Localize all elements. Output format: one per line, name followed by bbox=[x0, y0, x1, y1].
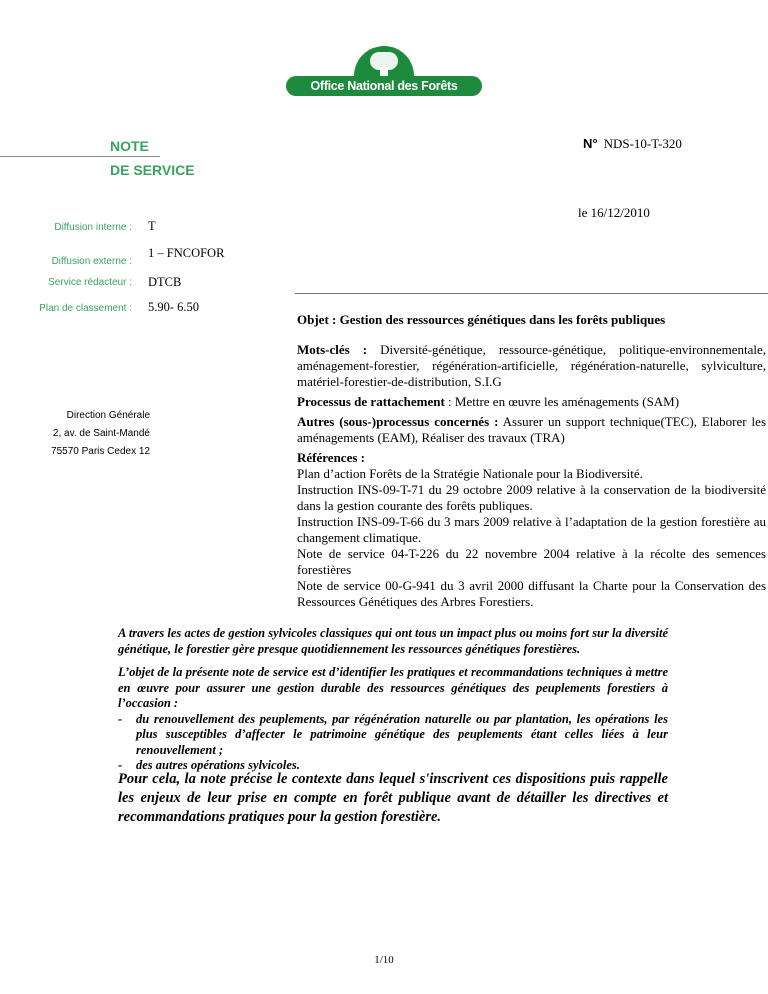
number-value: NDS-10-T-320 bbox=[603, 136, 682, 151]
intro-block bbox=[118, 626, 668, 774]
divider bbox=[295, 293, 768, 294]
reference-item: Note de service 00-G-941 du 3 avril 2000 diffusant la Charte pour la Conservation des Ressources Génétiques des Arbres Forestiers. bbox=[297, 578, 766, 609]
reference-item: Instruction INS-09-T-66 du 3 mars 2009 relative à l’adaptation de la gestion forestière au changement climatique. bbox=[297, 514, 766, 545]
reference-item: Instruction INS-09-T-71 du 29 octobre 2009 relative à la conservation de la biodiversité dans la gestion courante des forêts publiques. bbox=[297, 482, 766, 513]
number-label: N° bbox=[583, 136, 598, 151]
meta-label: Diffusion externe : bbox=[51, 256, 132, 267]
note-number bbox=[583, 136, 682, 152]
intro-paragraph: L’objet de la présente note de service est d’identifier les pratiques et recommandations techniques à mettre en œuvre pour assurer une gestion durable des ressources génétiques des peuplements forestiers à l’occasion : bbox=[118, 665, 668, 710]
de-service-title: DE SERVICE bbox=[110, 162, 195, 178]
address-line: 2, av. de Saint-Mandé bbox=[52, 428, 150, 439]
objet-label: Objet bbox=[297, 312, 329, 327]
onf-logo bbox=[286, 46, 482, 96]
meta-value: 1 – FNCOFOR bbox=[148, 246, 225, 260]
processus bbox=[297, 394, 766, 410]
references-label: Références : bbox=[297, 450, 365, 465]
meta-value: T bbox=[148, 219, 156, 233]
mots-cles bbox=[297, 342, 766, 390]
autres-text: Assurer un support technique(TEC), Elaborer les aménagements (EAM), Réaliser des travaux (TRA) bbox=[297, 414, 766, 445]
address-line: 75570 Paris Cedex 12 bbox=[51, 446, 150, 457]
processus-label: Processus de rattachement bbox=[297, 394, 445, 409]
note-title: NOTE bbox=[110, 138, 149, 154]
bullet-mark: - bbox=[118, 711, 123, 726]
divider bbox=[0, 156, 160, 157]
address-line: Direction Générale bbox=[66, 410, 150, 421]
summary-paragraph: Pour cela, la note précise le contexte dans lequel s'inscrivent ces dispositions puis rappelle les enjeux de leur prise en compte en forêt publique avant de détailler les directives et recommandations pratiques pour la gestion forestière. bbox=[118, 771, 668, 825]
meta-label: Service rédacteur : bbox=[48, 277, 132, 288]
autres-processus bbox=[297, 414, 766, 446]
meta-value: 5.90- 6.50 bbox=[148, 300, 200, 314]
bullet-mark: - bbox=[118, 758, 123, 772]
autres-label: Autres (sous-)processus concernés : bbox=[297, 414, 499, 429]
metadata-body bbox=[297, 342, 766, 610]
meta-label: Plan de classement : bbox=[39, 303, 132, 314]
mots-cles-text: Diversité-génétique, ressource-génétique, politique-environnementale, aménagement-forestier, régénération-artificielle, régénération-naturelle, sylviculture, matériel-forestier-de-distribution, S.I.G bbox=[297, 342, 766, 389]
meta-label: Diffusion interne : bbox=[54, 222, 132, 233]
page-number: 1/10 bbox=[374, 954, 394, 966]
references bbox=[297, 450, 766, 466]
meta-value: DTCB bbox=[148, 275, 182, 289]
reference-item: Plan d’action Forêts de la Stratégie Nationale pour la Biodiversité. bbox=[297, 466, 643, 481]
bullet-item bbox=[118, 712, 668, 759]
logo-text: Office National des Forêts bbox=[286, 76, 482, 96]
objet bbox=[297, 312, 665, 328]
objet-text: : Gestion des ressources génétiques dans les forêts publiques bbox=[328, 312, 666, 327]
bullet-text: du renouvellement des peuplements, par régénération naturelle ou par plantation, les opérations les plus susceptibles d’affecter le patrimoine génétique des peuplements étant celles liées à leur renouvellement ; bbox=[136, 711, 668, 757]
intro-paragraph: A travers les actes de gestion sylvicoles classiques qui ont tous un impact plus ou moins fort sur la diversité génétique, le forestier gère presque quotidiennement les ressources génétiques forestières. bbox=[118, 626, 668, 656]
note-date: le 16/12/2010 bbox=[578, 205, 650, 220]
bullet-text: des autres opérations sylvicoles. bbox=[136, 758, 300, 772]
processus-text: : Mettre en œuvre les aménagements (SAM) bbox=[444, 394, 680, 409]
reference-item: Note de service 04-T-226 du 22 novembre 2004 relative à la récolte des semences forestières bbox=[297, 546, 766, 577]
mots-cles-label: Mots-clés : bbox=[297, 342, 368, 357]
